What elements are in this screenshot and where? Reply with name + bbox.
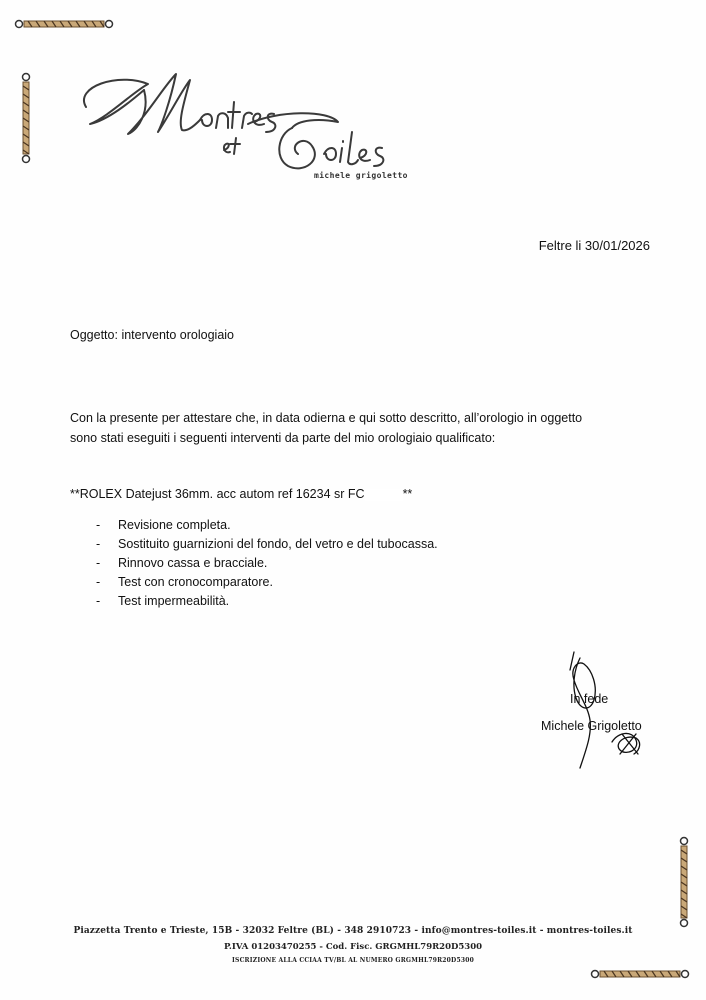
watch-suffix: ** [402,487,413,501]
list-item-text: Revisione completa. [118,518,231,532]
list-item-text: Test impermeabilità. [118,594,230,608]
letterhead-footer [0,926,706,969]
redacted-serial [365,489,403,501]
footer-address: Piazzetta Trento e Trieste, 15B - 32032 Feltre (BL) - 348 2910723 - info@montres-toiles.it - montres-toiles.it [73,926,633,936]
list-item: - Test impermeabilità. [96,594,230,608]
signature-block [540,650,690,770]
watch-description [70,487,412,501]
signature-closing: In fede [570,692,609,706]
handwritten-signature-icon [540,650,690,770]
list-item: - Test con cronocomparatore. [96,575,273,589]
subject-text: intervento orologiaio [121,328,235,342]
list-item: - Revisione completa. [96,518,231,532]
document-date: Feltre li 30/01/2026 [538,238,650,253]
rope-ornament-left [18,72,34,164]
rope-ornament-right [676,836,692,928]
footer-tax-info: P.IVA 01203470255 - Cod. Fisc. GRGMHL79R20D5300 [223,942,483,952]
rope-ornament-top-left [14,16,114,32]
brand-subtitle: michele grigoletto [314,171,408,180]
list-item-text: Test con cronocomparatore. [118,575,273,589]
watch-model: **ROLEX Datejust 36mm. acc autom ref 16234 sr FC [70,487,365,501]
company-logo [78,62,418,192]
body-line: sono stati eseguiti i seguenti interventi da parte del mio orologiaio qualificato: [70,431,496,445]
body-line: Con la presente per attestare che, in data odierna e qui sotto descritto, all’orologio in oggetto [70,411,583,425]
body-paragraph [70,408,630,448]
list-item: - Sostituito guarnizioni del fondo, del vetro e del tubocassa. [96,537,438,551]
subject-label: Oggetto: [70,328,118,342]
footer-registration: ISCRIZIONE ALLA CCIAA TV/BL AL NUMERO GRGMHL79R20D5300 [232,957,474,964]
interventions-list [96,516,438,611]
signature-name: Michele Grigoletto [541,719,642,733]
list-item-text: Sostituito guarnizioni del fondo, del vetro e del tubocassa. [118,537,438,551]
subject-line [70,328,234,342]
list-item: - Rinnovo cassa e bracciale. [96,556,268,570]
list-item-text: Rinnovo cassa e bracciale. [118,556,268,570]
